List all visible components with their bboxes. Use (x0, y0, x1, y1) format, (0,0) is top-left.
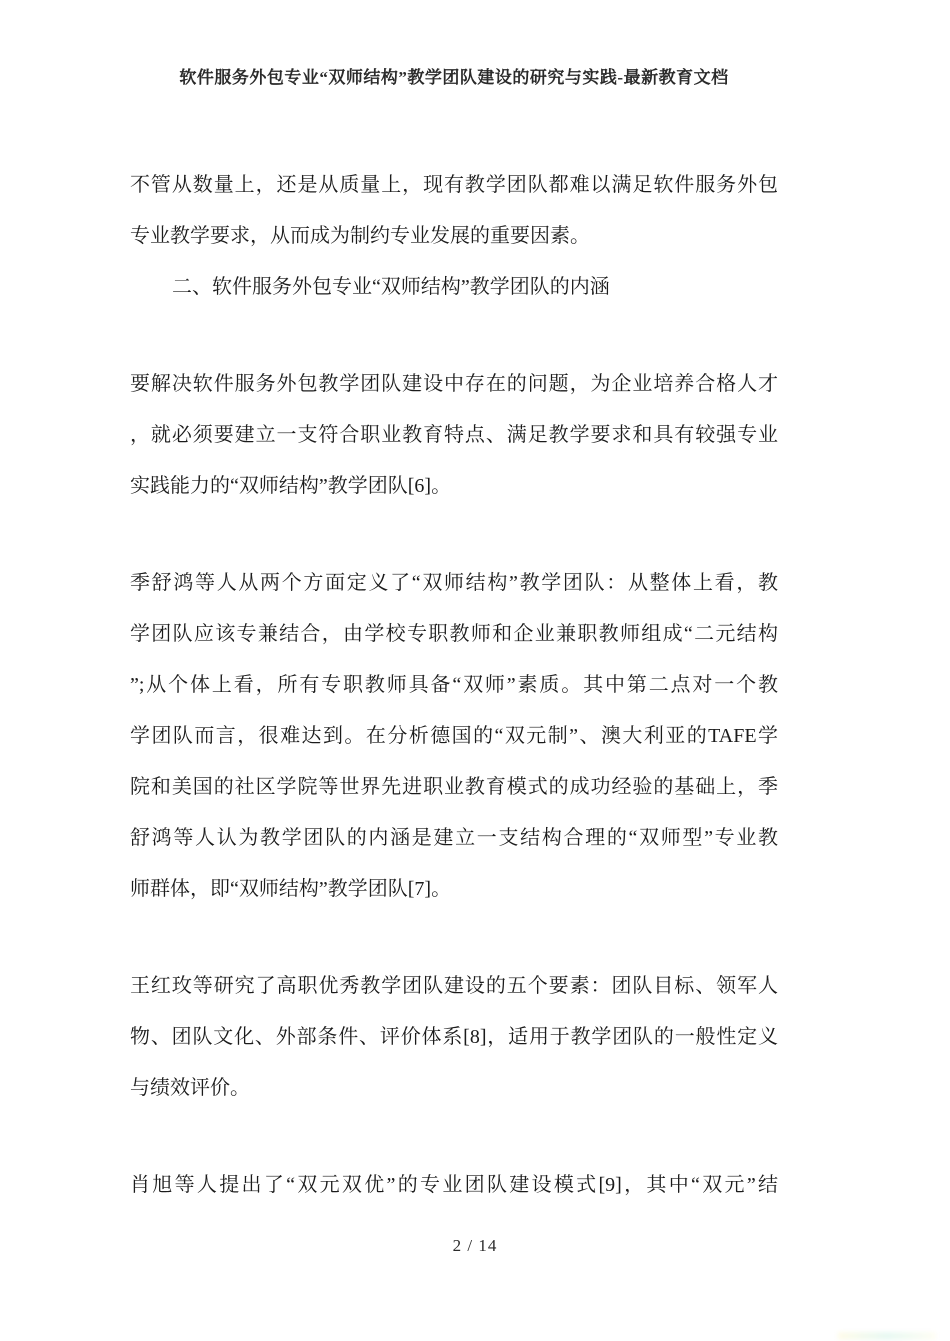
text-line: 要解决软件服务外包教学团队建设中存在的问题，为企业培养合格人才 (130, 373, 778, 395)
text-line: ”;从个体上看，所有专职教师具备“双师”素质。其中第二点对一个教 (130, 674, 778, 696)
text-line: 二、软件服务外包专业“双师结构”教学团队的内涵 (172, 276, 610, 298)
document-title: 软件服务外包专业“双师结构”教学团队建设的研究与实践-最新教育文档 (179, 68, 729, 87)
text-line: 肖旭等人提出了“双元双优”的专业团队建设模式[9]，其中“双元”结 (130, 1174, 778, 1196)
paragraph-jishuhong (130, 558, 778, 915)
text-line: 不管从数量上，还是从质量上，现有教学团队都难以满足软件服务外包 (130, 174, 778, 196)
text-line: 王红玫等研究了高职优秀教学团队建设的五个要素：团队目标、领军人 (130, 975, 778, 997)
text-line: 与绩效评价。 (130, 1077, 250, 1099)
text-line: 师群体，即“双师结构”教学团队[7]。 (130, 878, 452, 900)
faint-watermark (838, 1332, 936, 1340)
section-heading-2 (130, 262, 778, 313)
paragraph-wanghongmei (130, 961, 778, 1114)
paragraph-solution (130, 359, 778, 512)
text-line: 学团队而言，很难达到。在分析德国的“双元制”、澳大利亚的TAFE学 (130, 725, 778, 747)
paragraph-continuation (130, 160, 778, 262)
text-line: 学团队应该专兼结合，由学校专职教师和企业兼职教师组成“二元结构 (130, 623, 778, 645)
text-line: 专业教学要求，从而成为制约专业发展的重要因素。 (130, 225, 590, 247)
text-line: ，就必须要建立一支符合职业教育特点、满足教学要求和具有较强专业 (130, 424, 778, 446)
text-line: 物、团队文化、外部条件、评价体系[8]，适用于教学团队的一般性定义 (130, 1026, 778, 1048)
document-body (130, 160, 778, 1211)
text-line: 季舒鸿等人从两个方面定义了“双师结构”教学团队：从整体上看，教 (130, 572, 778, 594)
text-line: 舒鸿等人认为教学团队的内涵是建立一支结构合理的“双师型”专业教 (130, 827, 778, 849)
text-line: 实践能力的“双师结构”教学团队[6]。 (130, 475, 452, 497)
text-line: 院和美国的社区学院等世界先进职业教育模式的成功经验的基础上，季 (130, 776, 778, 798)
page-number-indicator: 2 / 14 (452, 1236, 498, 1255)
paragraph-xiaoxu (130, 1160, 778, 1211)
